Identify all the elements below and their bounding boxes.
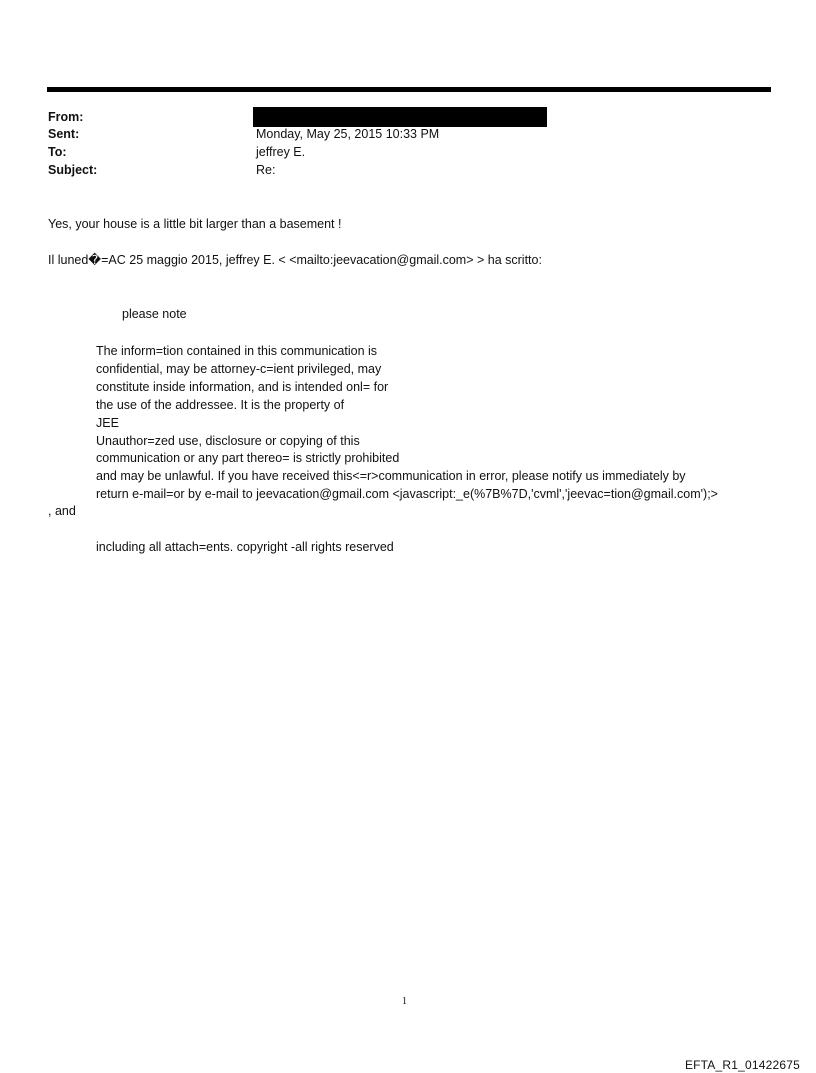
to-value: jeffrey E.	[256, 145, 306, 159]
subject-value: Re:	[256, 163, 276, 177]
disclaimer-line: return e-mail=or by e-mail to jeevacation@gmail.com <javascript:_e(%7B%7D,'cvml','jeevac=tion@gmail.com');>	[96, 487, 718, 502]
disclaimer-line: and may be unlawful. If you have received this<=r>communication in error, please notify us immediately by	[96, 469, 686, 484]
and-line: , and	[48, 504, 76, 518]
quote-intro: Il luned�=AC 25 maggio 2015, jeffrey E. < <mailto:jeevacation@gmail.com> > ha scritto:	[48, 253, 542, 267]
from-label: From:	[48, 110, 84, 124]
please-note: please note	[122, 307, 187, 321]
disclaimer-line: JEE	[96, 415, 119, 430]
redaction-block	[253, 107, 547, 127]
disclaimer-line: constitute inside information, and is intended onl= for	[96, 379, 389, 394]
to-label: To:	[48, 145, 67, 159]
bates-number: EFTA_R1_01422675	[684, 1058, 800, 1072]
closing-line: including all attach=ents. copyright -all rights reserved	[96, 540, 394, 554]
sent-value: Monday, May 25, 2015 10:33 PM	[256, 127, 440, 141]
disclaimer-line: The inform=tion contained in this communication is	[96, 344, 378, 358]
header-rule	[47, 87, 771, 92]
reply-text: Yes, your house is a little bit larger than a basement !	[48, 217, 342, 231]
disclaimer-line: Unauthor=zed use, disclosure or copying of this	[96, 433, 360, 448]
page-number: 1	[402, 996, 407, 1007]
disclaimer-line: communication or any part thereo= is strictly prohibited	[96, 451, 400, 466]
disclaimer-line: the use of the addressee. It is the property of	[96, 397, 345, 412]
disclaimer-block	[96, 343, 718, 504]
subject-label: Subject:	[48, 163, 98, 177]
disclaimer-line: confidential, may be attorney-c=ient privileged, may	[96, 361, 382, 376]
sent-label: Sent:	[48, 127, 80, 141]
